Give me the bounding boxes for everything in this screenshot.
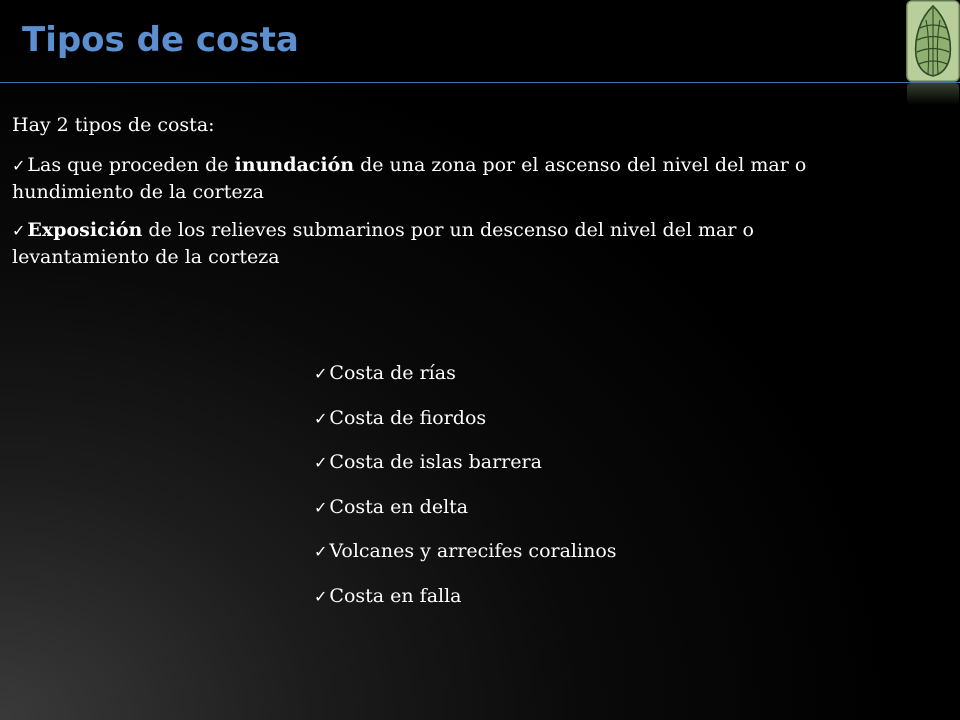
bullet-text-after: de una zona por el ascenso del nivel del mar o hundimiento de la corteza xyxy=(12,154,807,203)
pine-cone-logo xyxy=(906,0,960,106)
list-item xyxy=(314,494,617,539)
bullet-exposicion xyxy=(12,217,852,270)
bullet-text-after: de los relieves submarinos por un descenso del nivel del mar o levantamiento de la corteza xyxy=(12,219,754,268)
title-divider xyxy=(0,82,960,83)
checkmark-icon: ✓ xyxy=(314,542,328,562)
list-item xyxy=(314,449,617,494)
list-item xyxy=(314,405,617,450)
checkmark-icon: ✓ xyxy=(12,156,26,175)
bullet-text-before: Las que proceden de xyxy=(27,154,235,176)
list-item-label: Costa de rías xyxy=(329,362,456,384)
list-item xyxy=(314,538,617,583)
coast-types-list xyxy=(314,360,617,628)
bullet-keyword: Exposición xyxy=(27,219,143,241)
checkmark-icon: ✓ xyxy=(12,221,26,240)
list-item-label: Costa de fiordos xyxy=(329,406,487,429)
list-item-label: Costa en falla xyxy=(329,584,462,607)
checkmark-icon: ✓ xyxy=(314,453,328,473)
checkmark-icon: ✓ xyxy=(314,497,328,517)
checkmark-icon: ✓ xyxy=(314,586,328,606)
slide-title: Tipos de costa xyxy=(22,20,299,60)
checkmark-icon: ✓ xyxy=(314,364,328,383)
bullet-keyword: inundación xyxy=(234,154,355,176)
list-item-label: Costa de islas barrera xyxy=(329,451,542,474)
list-item-label: Costa en delta xyxy=(329,495,469,518)
list-item xyxy=(314,360,617,405)
list-item-label: Volcanes y arrecifes coralinos xyxy=(329,540,617,563)
content-area xyxy=(12,112,852,282)
intro-text: Hay 2 tipos de costa: xyxy=(12,114,215,136)
list-item xyxy=(314,583,617,628)
checkmark-icon: ✓ xyxy=(314,408,328,428)
bullet-inundacion xyxy=(12,152,852,205)
